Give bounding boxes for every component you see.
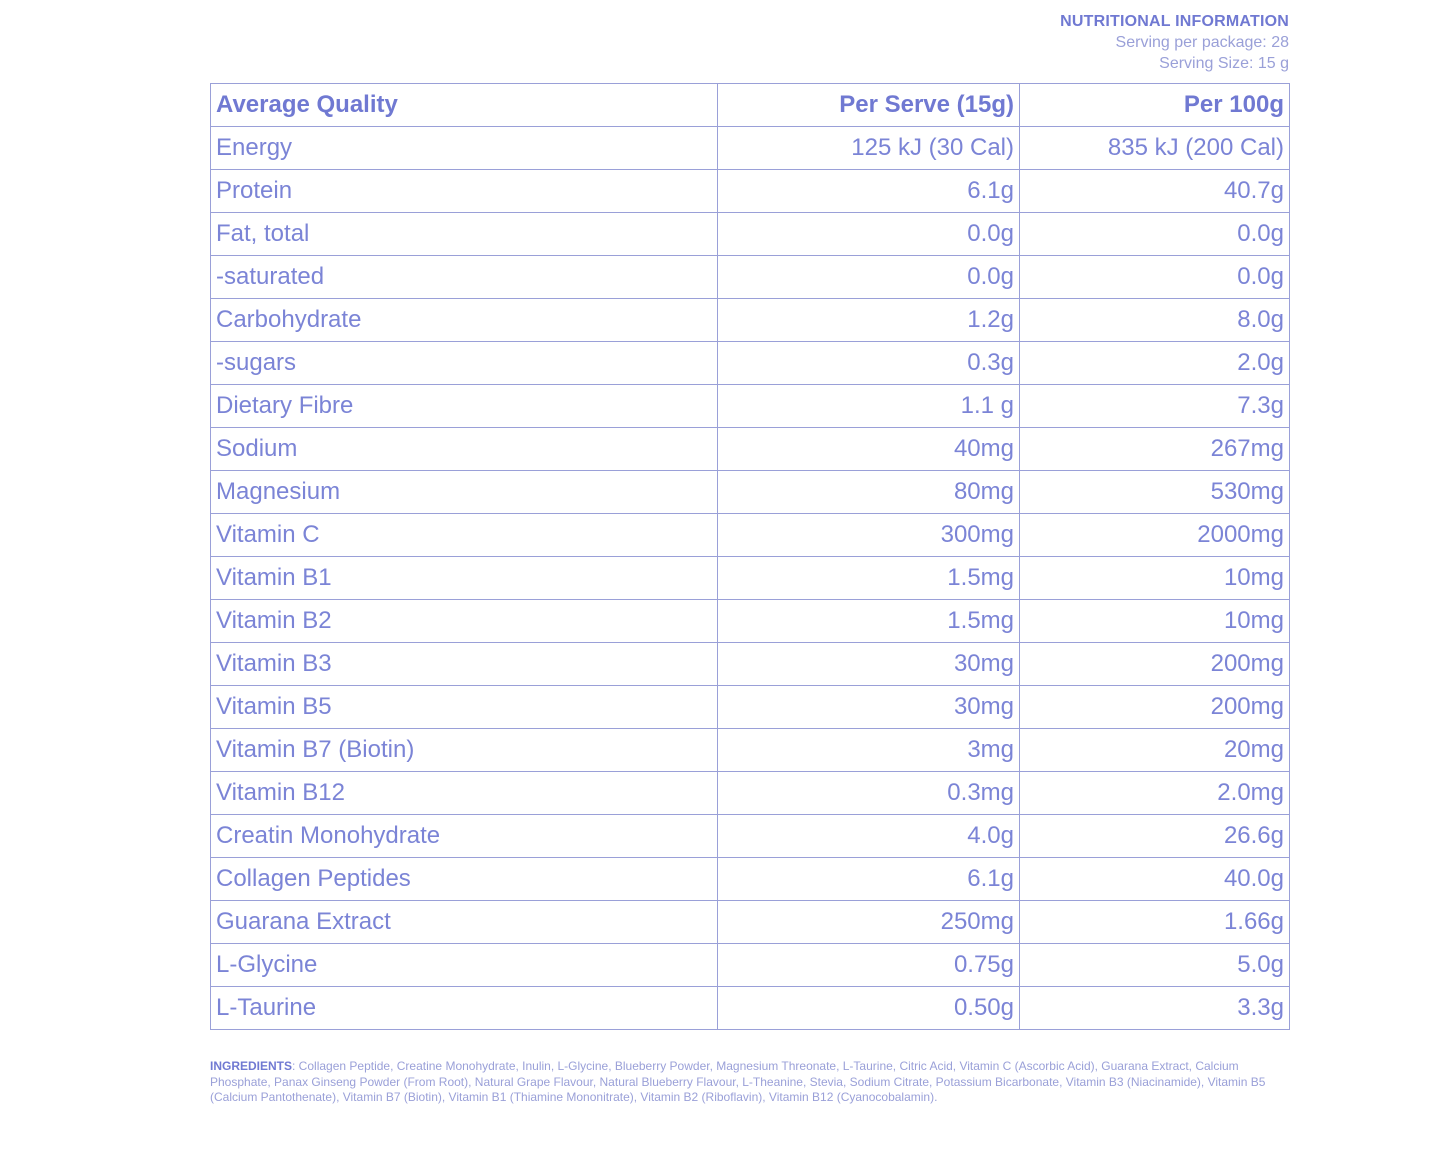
per-100g-value: 200mg xyxy=(1020,643,1290,686)
nutrient-name: Protein xyxy=(211,170,718,213)
nutrient-name: L-Taurine xyxy=(211,987,718,1030)
nutrient-name: Fat, total xyxy=(211,213,718,256)
column-header-nutrient: Average Quality xyxy=(211,84,718,127)
nutrient-name: Carbohydrate xyxy=(211,299,718,342)
serving-per-package: Serving per package: 28 xyxy=(1115,34,1289,51)
per-100g-value: 40.7g xyxy=(1020,170,1290,213)
per-serve-value: 3mg xyxy=(718,729,1020,772)
table-row xyxy=(211,729,1290,772)
per-100g-value: 26.6g xyxy=(1020,815,1290,858)
table-row xyxy=(211,686,1290,729)
per-100g-value: 200mg xyxy=(1020,686,1290,729)
per-serve-value: 1.5mg xyxy=(718,600,1020,643)
column-header-per-100g: Per 100g xyxy=(1020,84,1290,127)
table-row xyxy=(211,600,1290,643)
serving-size: Serving Size: 15 g xyxy=(1159,55,1289,72)
table-row xyxy=(211,342,1290,385)
ingredients-list: : Collagen Peptide, Creatine Monohydrate, Inulin, L-Glycine, Blueberry Powder, Magnesium Threonate, L-Taurine, Citric Acid, Vitamin C (Ascorbic Acid), Guarana Extract, Calcium Phosphate, Panax Ginseng Powder (From Root), Natural Grape Flavour, Natural Blueberry Flavour, L-Theanine, Stevia, Sodium Citrate, Potassium Bicarbonate, Vitamin B3 (Niacinamide), Vitamin B5 (Calcium Pantothenate), Vitamin B7 (Biotin), Vitamin B1 (Thiamine Mononitrate), Vitamin B2 (Riboflavin), Vitamin B12 (Cyanocobalamin). xyxy=(210,1059,1266,1104)
table-row xyxy=(211,643,1290,686)
table-row xyxy=(211,385,1290,428)
per-100g-value: 10mg xyxy=(1020,600,1290,643)
per-100g-value: 10mg xyxy=(1020,557,1290,600)
nutrient-name: Vitamin C xyxy=(211,514,718,557)
nutrient-name: Vitamin B7 (Biotin) xyxy=(211,729,718,772)
nutrient-name: L-Glycine xyxy=(211,944,718,987)
nutrient-name: Vitamin B5 xyxy=(211,686,718,729)
table-row xyxy=(211,471,1290,514)
per-serve-value: 40mg xyxy=(718,428,1020,471)
table-row xyxy=(211,901,1290,944)
table-row xyxy=(211,858,1290,901)
per-serve-value: 30mg xyxy=(718,686,1020,729)
nutrient-name: Sodium xyxy=(211,428,718,471)
per-serve-value: 80mg xyxy=(718,471,1020,514)
per-serve-value: 0.75g xyxy=(718,944,1020,987)
per-100g-value: 40.0g xyxy=(1020,858,1290,901)
nutrient-name: Vitamin B3 xyxy=(211,643,718,686)
nutrient-name: -saturated xyxy=(211,256,718,299)
nutrition-header xyxy=(210,11,1289,74)
table-row xyxy=(211,428,1290,471)
nutrition-table xyxy=(210,83,1290,1030)
per-serve-value: 300mg xyxy=(718,514,1020,557)
per-100g-value: 530mg xyxy=(1020,471,1290,514)
per-serve-value: 0.3g xyxy=(718,342,1020,385)
table-row xyxy=(211,299,1290,342)
ingredients-text xyxy=(210,1059,1289,1106)
per-100g-value: 0.0g xyxy=(1020,256,1290,299)
per-100g-value: 3.3g xyxy=(1020,987,1290,1030)
nutrient-name: -sugars xyxy=(211,342,718,385)
per-serve-value: 1.5mg xyxy=(718,557,1020,600)
per-serve-value: 250mg xyxy=(718,901,1020,944)
per-100g-value: 267mg xyxy=(1020,428,1290,471)
per-serve-value: 0.50g xyxy=(718,987,1020,1030)
per-100g-value: 2000mg xyxy=(1020,514,1290,557)
per-100g-value: 8.0g xyxy=(1020,299,1290,342)
per-100g-value: 2.0mg xyxy=(1020,772,1290,815)
ingredients-label: INGREDIENTS xyxy=(210,1059,293,1073)
table-row xyxy=(211,944,1290,987)
nutrient-name: Magnesium xyxy=(211,471,718,514)
nutrient-name: Vitamin B1 xyxy=(211,557,718,600)
nutrient-name: Creatin Monohydrate xyxy=(211,815,718,858)
per-100g-value: 2.0g xyxy=(1020,342,1290,385)
table-row xyxy=(211,213,1290,256)
per-100g-value: 835 kJ (200 Cal) xyxy=(1020,127,1290,170)
column-header-per-serve: Per Serve (15g) xyxy=(718,84,1020,127)
nutrient-name: Dietary Fibre xyxy=(211,385,718,428)
nutrient-name: Vitamin B12 xyxy=(211,772,718,815)
table-row xyxy=(211,772,1290,815)
nutrient-name: Energy xyxy=(211,127,718,170)
table-row xyxy=(211,557,1290,600)
nutrient-name: Vitamin B2 xyxy=(211,600,718,643)
nutrient-name: Guarana Extract xyxy=(211,901,718,944)
per-serve-value: 125 kJ (30 Cal) xyxy=(718,127,1020,170)
per-serve-value: 6.1g xyxy=(718,170,1020,213)
table-header-row xyxy=(211,84,1290,127)
table-row xyxy=(211,514,1290,557)
per-serve-value: 6.1g xyxy=(718,858,1020,901)
nutrition-title: NUTRITIONAL INFORMATION xyxy=(1060,13,1289,30)
nutrient-name: Collagen Peptides xyxy=(211,858,718,901)
table-row xyxy=(211,987,1290,1030)
per-serve-value: 30mg xyxy=(718,643,1020,686)
table-row xyxy=(211,170,1290,213)
per-100g-value: 7.3g xyxy=(1020,385,1290,428)
table-row xyxy=(211,127,1290,170)
per-100g-value: 5.0g xyxy=(1020,944,1290,987)
per-serve-value: 1.2g xyxy=(718,299,1020,342)
table-row xyxy=(211,256,1290,299)
per-100g-value: 1.66g xyxy=(1020,901,1290,944)
table-row xyxy=(211,815,1290,858)
per-serve-value: 0.0g xyxy=(718,256,1020,299)
per-serve-value: 0.0g xyxy=(718,213,1020,256)
per-serve-value: 4.0g xyxy=(718,815,1020,858)
per-100g-value: 0.0g xyxy=(1020,213,1290,256)
per-serve-value: 1.1 g xyxy=(718,385,1020,428)
per-100g-value: 20mg xyxy=(1020,729,1290,772)
per-serve-value: 0.3mg xyxy=(718,772,1020,815)
table-body xyxy=(211,127,1290,1030)
